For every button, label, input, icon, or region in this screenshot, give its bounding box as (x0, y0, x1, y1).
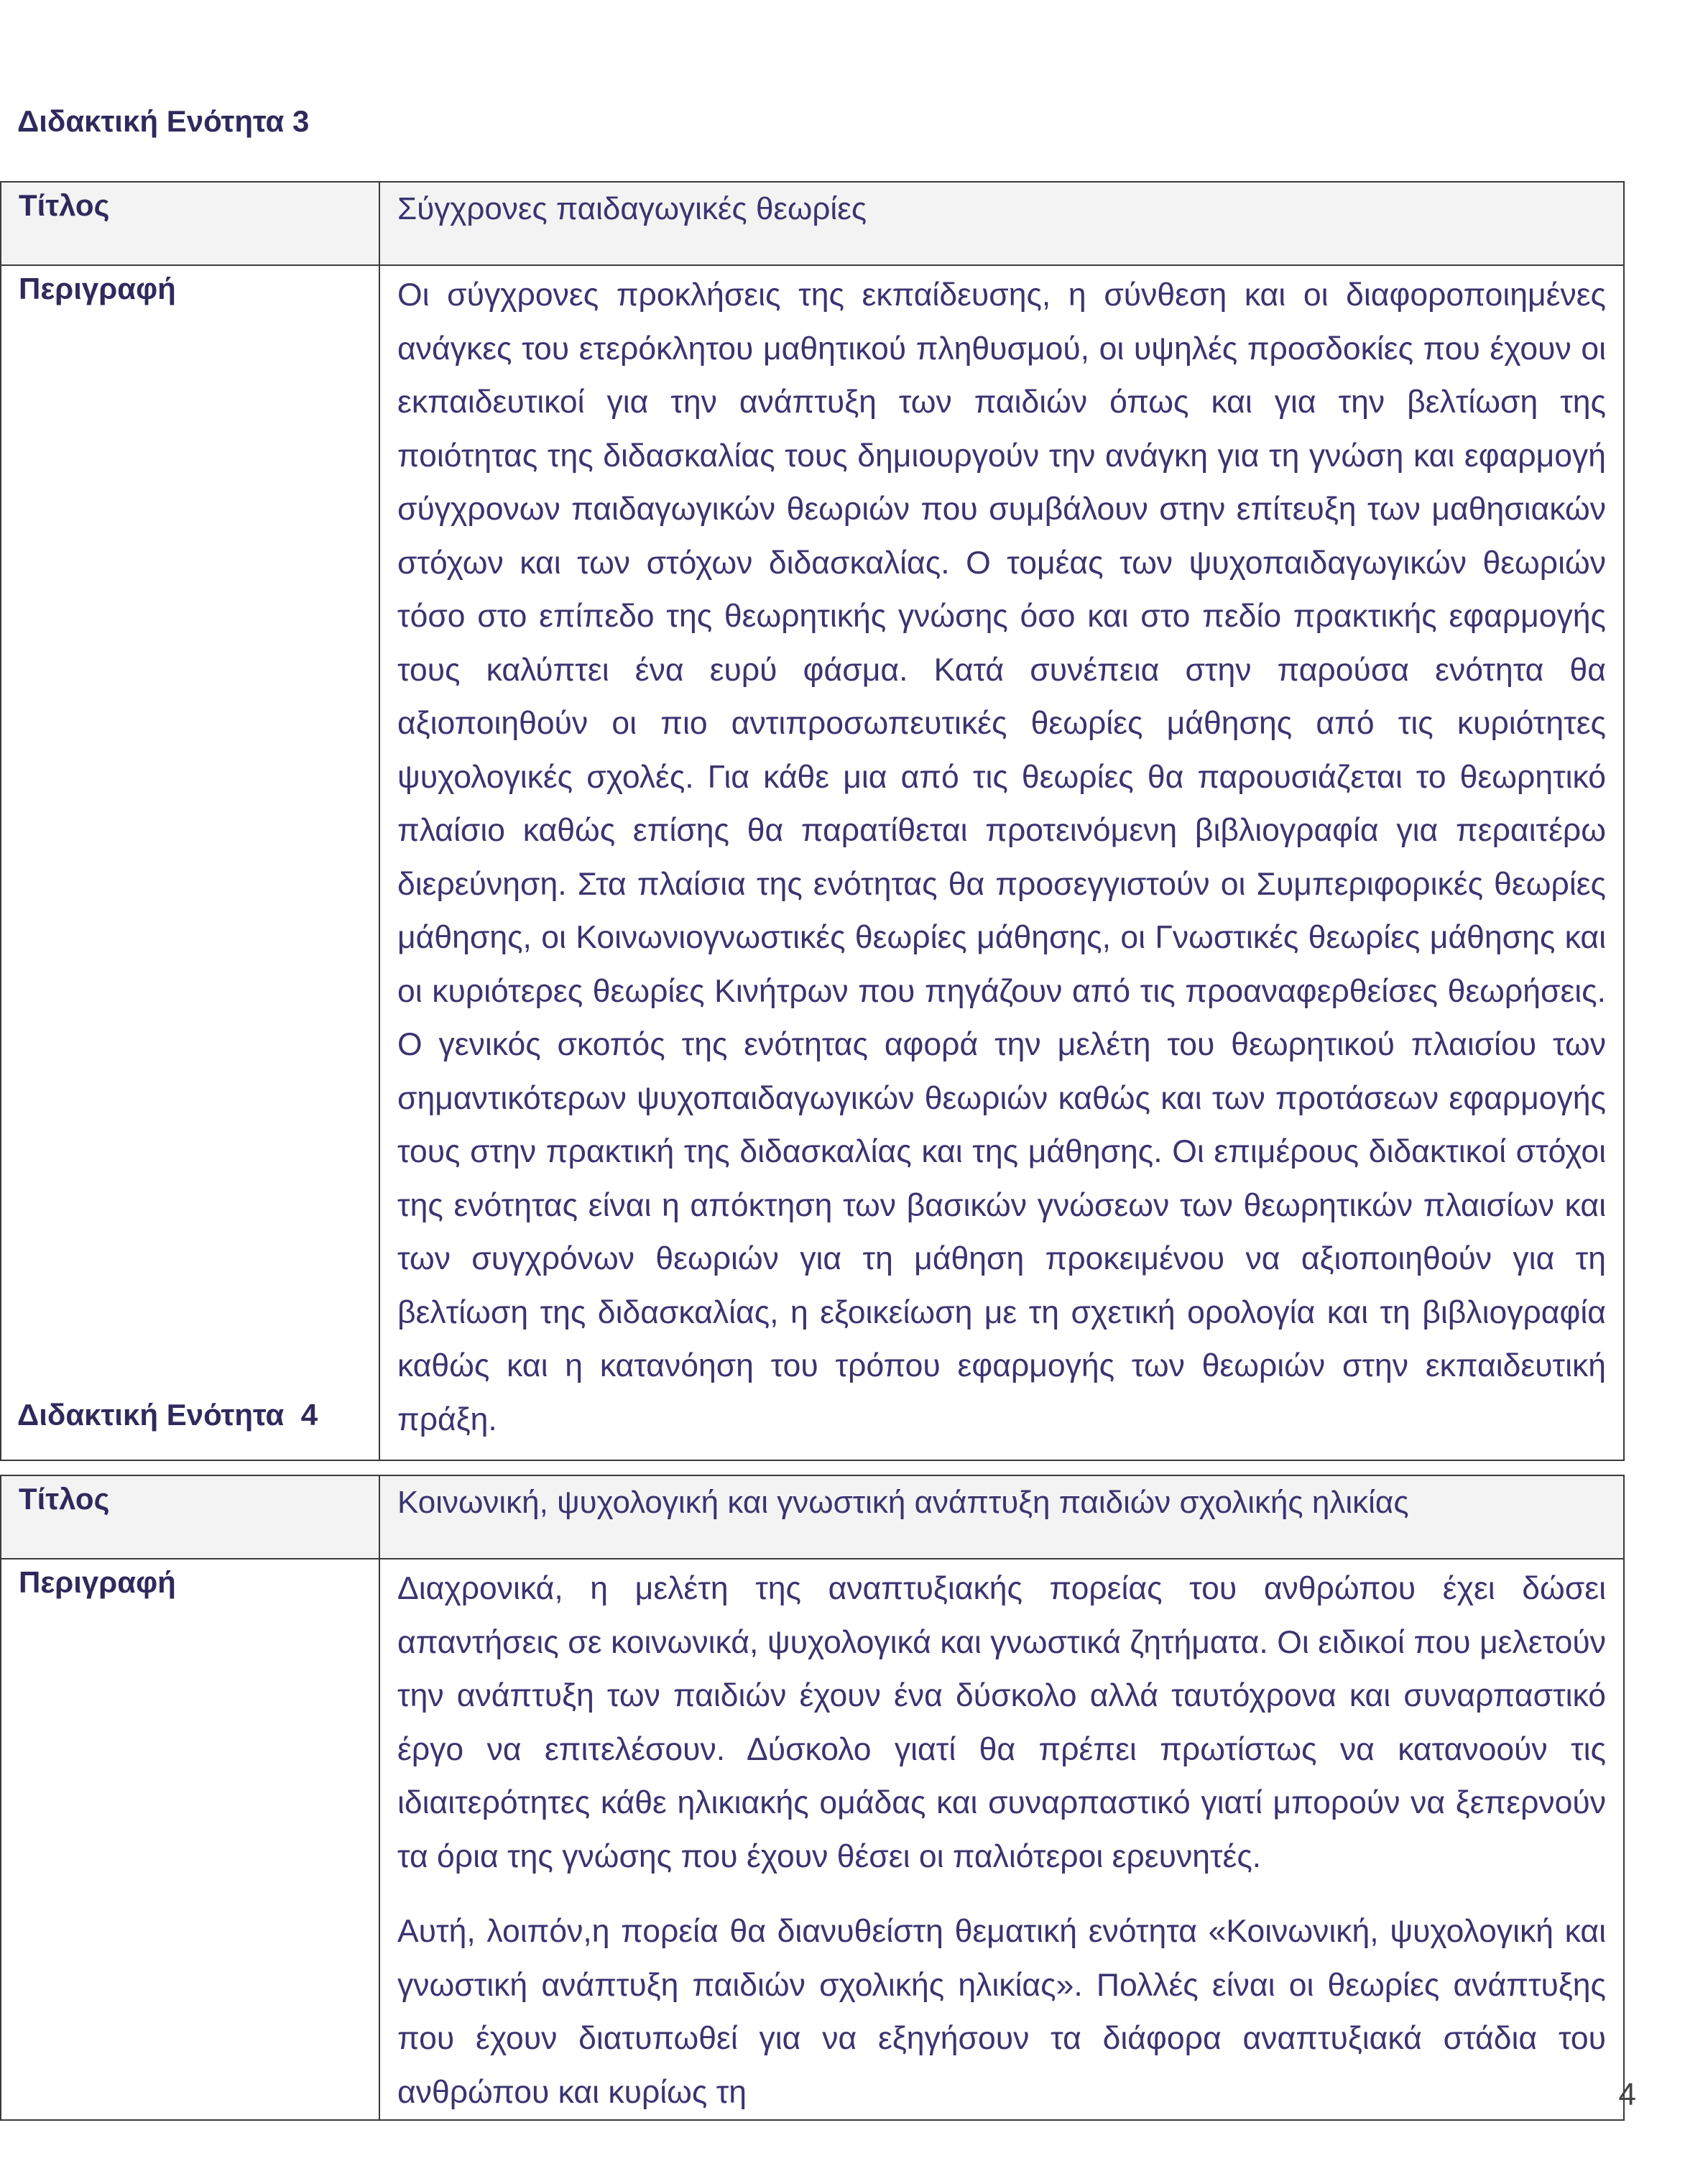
unit-3-heading: Διδακτική Ενότητα 3 (17, 104, 310, 138)
unit-4-description-label: Περιγραφή (1, 1559, 379, 2120)
unit-4-heading: Διδακτική Ενότητα 4 (17, 1398, 318, 1432)
unit-3-description-label: Περιγραφή (1, 265, 379, 1460)
unit-4-description-paragraph-1: Διαχρονικά, η μελέτη της αναπτυξιακής πορείας του ανθρώπου έχει δώσει απαντήσεις σε κοινωνικά, ψυχολογικά και γνωστικά ζητήματα. Οι ειδικοί που μελετούν την ανάπτυξη των παιδιών έχουν ένα δύσκολο αλλά ταυτόχρονα και συναρπαστικό έργο να επιτελέσουν. Δύσκολο γιατί θα πρέπει πρωτίστως να κατανοούν τις ιδιαιτερότητες κάθε ηλικιακής ομάδας και συναρπαστικό γιατί μπορούν να ξεπερνούν τα όρια της γνώσης που έχουν θέσει οι παλιότεροι ερευνητές. (397, 1571, 1606, 1874)
unit-3-description-paragraph: Οι σύγχρονες προκλήσεις της εκπαίδευσης, η σύνθεση και οι διαφοροποιημένες ανάγκες του ετερόκλητου μαθητικού πληθυσμού, οι υψηλές προσδοκίες που έχουν οι εκπαιδευτικοί για την ανάπτυξη των παιδιών όπως και για την βελτίωση της ποιότητας της διδασκαλίας τους δημιουργούν την ανάγκη για τη γνώση και εφαρμογή σύγχρονων παιδαγωγικών θεωριών που συμβάλουν στην επίτευξη των μαθησιακών στόχων και των στόχων διδασκαλίας. Ο τομέας των ψυχοπαιδαγωγικών θεωριών τόσο στο επίπεδο της θεωρητικής γνώσης όσο και στο πεδίο πρακτικής εφαρμογής τους καλύπτει ένα ευρύ φάσμα. Κατά συνέπεια στην παρούσα ενότητα θα αξιοποιηθούν οι πιο αντιπροσωπευτικές θεωρίες μάθησης από τις κυριότητες ψυχολογικές σχολές. Για κάθε μια από τις θεωρίες θα παρουσιάζεται το θεωρητικό πλαίσιο καθώς επίσης θα παρατίθεται προτεινόμενη βιβλιογραφία για περαιτέρω διερεύνηση. Στα πλαίσια της ενότητας θα προσεγγιστούν οι Συμπεριφορικές θεωρίες μάθησης, οι Κοινωνιογνωστικές θεωρίες μάθησης, οι Γνωστικές θεωρίες μάθησης και οι κυριότερες θεωρίες Κινήτρων που πηγάζουν από τις προαναφερθείσες θεωρήσεις. Ο γενικός σκοπός της ενότητας αφορά την μελέτη του θεωρητικού πλαισίου των σημαντικότερων ψυχοπαιδαγωγικών θεωριών καθώς και των προτάσεων εφαρμογής τους στην πρακτική της διδασκαλίας και της μάθησης. Οι επιμέρους διδακτικοί στόχοι της ενότητας είναι η απόκτηση των βασικών γνώσεων των θεωρητικών πλαισίων και των συγχρόνων θεωριών για τη μάθηση προκειμένου να αξιοποιηθούν για τη βελτίωση της διδασκαλίας, η εξοικείωση με τη σχετική ορολογία και τη βιβλιογραφία καθώς και η κατανόηση του τρόπου εφαρμογής των θεωριών στην εκπαιδευτική πράξη. (397, 277, 1606, 1437)
unit-3-description-cell (379, 265, 1624, 1460)
unit-4-title-label: Τίτλος (1, 1475, 379, 1559)
unit-3-table (0, 181, 1625, 1461)
unit-3-title-value: Σύγχρονες παιδαγωγικές θεωρίες (379, 182, 1624, 265)
unit-4-description-paragraph-2: Αυτή, λοιπόν,η πορεία θα διανυθείστη θεματική ενότητα «Κοινωνική, ψυχολογική και γνωστική ανάπτυξη παιδιών σχολικής ηλικίας». Πολλές είναι οι θεωρίες ανάπτυξης που έχουν διατυπωθεί για να εξηγήσουν τα διάφορα αναπτυξιακά στάδια του ανθρώπου και κυρίως τη (397, 1914, 1606, 2110)
unit-4-title-value: Κοινωνική, ψυχολογική και γνωστική ανάπτυξη παιδιών σχολικής ηλικίας (379, 1475, 1624, 1559)
unit-3-title-label: Τίτλος (1, 182, 379, 265)
page-number: 4 (1618, 2077, 1636, 2112)
unit-4-title-row (1, 1475, 1624, 1559)
unit-4-table (0, 1475, 1625, 2121)
unit-3-title-row (1, 182, 1624, 265)
unit-4-description-row (1, 1559, 1624, 2120)
unit-4-description-cell (379, 1559, 1624, 2120)
unit-3-description-row (1, 265, 1624, 1460)
